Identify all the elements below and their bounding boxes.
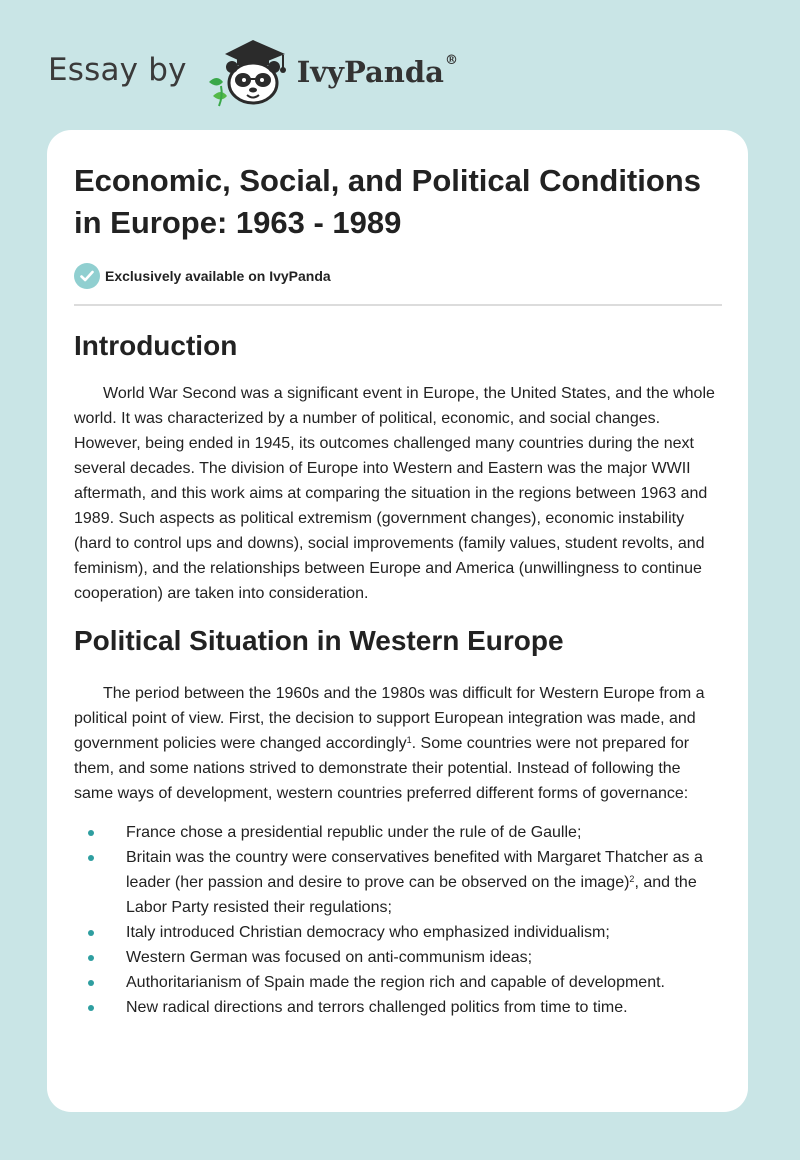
essay-title: Economic, Social, and Political Conditions in Europe: 1963 - 1989 xyxy=(74,163,701,240)
section-heading-political-situation: Political Situation in Western Europe xyxy=(74,625,564,656)
essay-card xyxy=(47,130,748,1112)
list-item: Authoritarianism of Spain made the region rich and capable of development. xyxy=(74,970,722,995)
bullet-icon xyxy=(88,830,94,836)
bullet-icon xyxy=(88,955,94,961)
section-heading-introduction: Introduction xyxy=(74,330,238,361)
list-item: Italy introduced Christian democracy who emphasized individualism; xyxy=(74,920,722,945)
registered-mark: ® xyxy=(444,53,458,68)
list-item: Western German was focused on anti-communism ideas; xyxy=(74,945,722,970)
footnote-ref-1[interactable]: 1 xyxy=(406,735,412,745)
introduction-paragraph: World War Second was a significant event in Europe, the United States, and the whole world. It was characterized by a number of political, economic, and social changes. However, being ended in 1945, its outcomes challenged many countries during the next several decades. The division of Europe into Western and Eastern was the major WWII aftermath, and this work aims at comparing the situation in the regions between 1963 and 1989. Such aspects as political extremism (government changes), economic instability (hard to control ups and downs), social improvements (family values, student revolts, and feminism), and the relationships between Europe and America (unwillingness to continue cooperation) are taken into consideration. xyxy=(74,385,715,602)
bullet-icon xyxy=(88,930,94,936)
essay-by-label: Essay by xyxy=(48,52,187,88)
list-item: France chose a presidential republic under the rule of de Gaulle; xyxy=(74,820,722,845)
bullet-icon xyxy=(88,1005,94,1011)
governance-list xyxy=(74,820,722,1020)
essay-content xyxy=(74,160,722,1020)
list-item: New radical directions and terrors challenged politics from time to time. xyxy=(74,995,722,1020)
panda-graduate-logo-icon[interactable] xyxy=(203,34,293,108)
bullet-icon xyxy=(88,980,94,986)
check-circle-icon xyxy=(74,263,100,289)
site-header xyxy=(48,34,458,108)
footnote-ref-2[interactable]: 2 xyxy=(629,874,635,884)
exclusive-badge xyxy=(74,262,722,290)
title-divider xyxy=(74,304,722,306)
brand-name[interactable]: IvyPanda® xyxy=(296,53,458,89)
bullet-icon xyxy=(88,855,94,861)
list-item: Britain was the country were conservatives benefited with Margaret Thatcher as a leader (her passion and desire to prove can be observed on the image)$^2$, and the Labor Party resisted their regulations; xyxy=(74,845,722,920)
political-paragraph: The period between the 1960s and the 1980s was difficult for Western Europe from a political point of view. First, the decision to support European integration was made, and government policies were changed accordingly$^1$. Some countries were not prepared for them, and some nations strived to demonstrate their potential. Instead of following the same ways of development, western countries preferred different forms of governance: xyxy=(74,685,705,802)
badge-text: Exclusively available on IvyPanda xyxy=(105,268,331,284)
